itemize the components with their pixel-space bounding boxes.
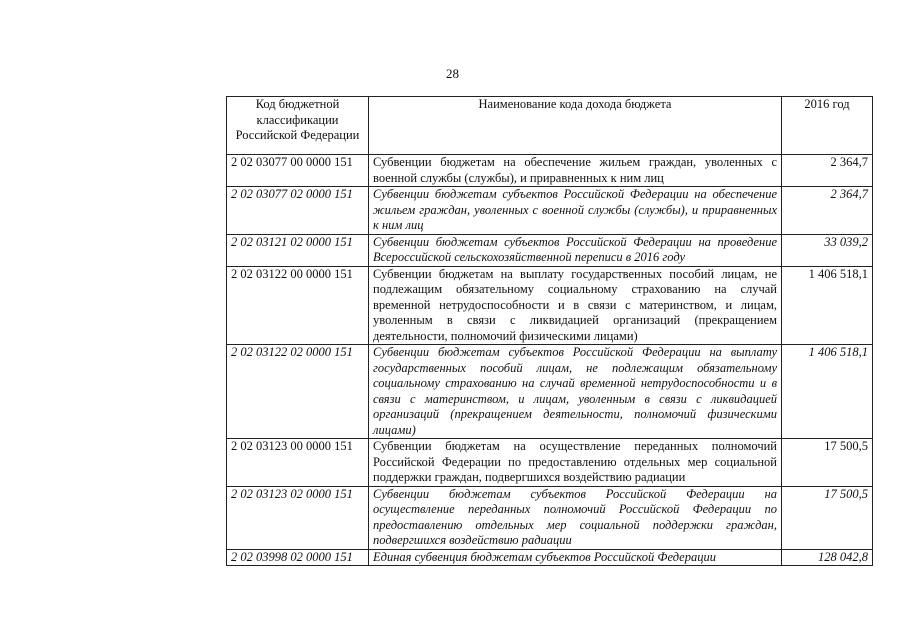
header-year: 2016 год xyxy=(782,97,873,155)
row-code: 2 02 03998 02 0000 151 xyxy=(227,549,369,566)
row-value: 2 364,7 xyxy=(782,187,873,235)
table-row xyxy=(227,439,873,487)
table-row xyxy=(227,486,873,549)
row-value: 17 500,5 xyxy=(782,486,873,549)
row-value: 1 406 518,1 xyxy=(782,345,873,439)
row-value: 1 406 518,1 xyxy=(782,266,873,345)
header-name: Наименование кода дохода бюджета xyxy=(369,97,782,155)
row-name: Субвенции бюджетам на выплату государственных пособий лицам, не подлежащим обязательному социальному страхованию на случай временной нетрудоспособности и в связи с материнством, и лицам, уволенным в связи с ликвидацией организаций (прекращением деятельности, полномочий физическими лицами) xyxy=(369,266,782,345)
table-row xyxy=(227,549,873,566)
table-row xyxy=(227,155,873,187)
table-row xyxy=(227,345,873,439)
page-number: 28 xyxy=(446,66,459,81)
row-name: Субвенции бюджетам субъектов Российской Федерации на проведение Всероссийской сельскохозяйственной переписи в 2016 году xyxy=(369,234,782,266)
row-code: 2 02 03123 02 0000 151 xyxy=(227,486,369,549)
row-value: 2 364,7 xyxy=(782,155,873,187)
row-name: Субвенции бюджетам субъектов Российской Федерации на осуществление переданных полномочий Российской Федерации по предоставлению отдельных мер социальной поддержки граждан, подвергшихся воздействию радиации xyxy=(369,486,782,549)
table-row xyxy=(227,266,873,345)
row-code: 2 02 03123 00 0000 151 xyxy=(227,439,369,487)
row-code: 2 02 03077 02 0000 151 xyxy=(227,187,369,235)
row-name: Единая субвенция бюджетам субъектов Российской Федерации xyxy=(369,549,782,566)
table-header-row xyxy=(227,97,873,155)
row-name: Субвенции бюджетам на осуществление переданных полномочий Российской Федерации по предоставлению отдельных мер социальной поддержки граждан, подвергшихся воздействию радиации xyxy=(369,439,782,487)
row-name: Субвенции бюджетам субъектов Российской Федерации на выплату государственных пособий лицам, не подлежащим обязательному социальному страхованию на случай временной нетрудоспособности и в связи с материнством, и лицам, уволенным в связи с ликвидацией организаций (прекращением деятельности, полномочий физическими лицами) xyxy=(369,345,782,439)
budget-revenue-table xyxy=(226,96,873,566)
row-value: 128 042,8 xyxy=(782,549,873,566)
table-row xyxy=(227,234,873,266)
row-name: Субвенции бюджетам субъектов Российской Федерации на обеспечение жильем граждан, уволенных с военной службы (службы), и приравненных к ним лиц xyxy=(369,187,782,235)
row-code: 2 02 03122 00 0000 151 xyxy=(227,266,369,345)
row-code: 2 02 03077 00 0000 151 xyxy=(227,155,369,187)
row-code: 2 02 03121 02 0000 151 xyxy=(227,234,369,266)
table-row xyxy=(227,187,873,235)
table-body xyxy=(227,155,873,566)
header-code: Код бюджетной классификации Российской Федерации xyxy=(227,97,369,155)
row-value: 33 039,2 xyxy=(782,234,873,266)
row-value: 17 500,5 xyxy=(782,439,873,487)
row-code: 2 02 03122 02 0000 151 xyxy=(227,345,369,439)
row-name: Субвенции бюджетам на обеспечение жильем граждан, уволенных с военной службы (службы), и приравненных к ним лиц xyxy=(369,155,782,187)
